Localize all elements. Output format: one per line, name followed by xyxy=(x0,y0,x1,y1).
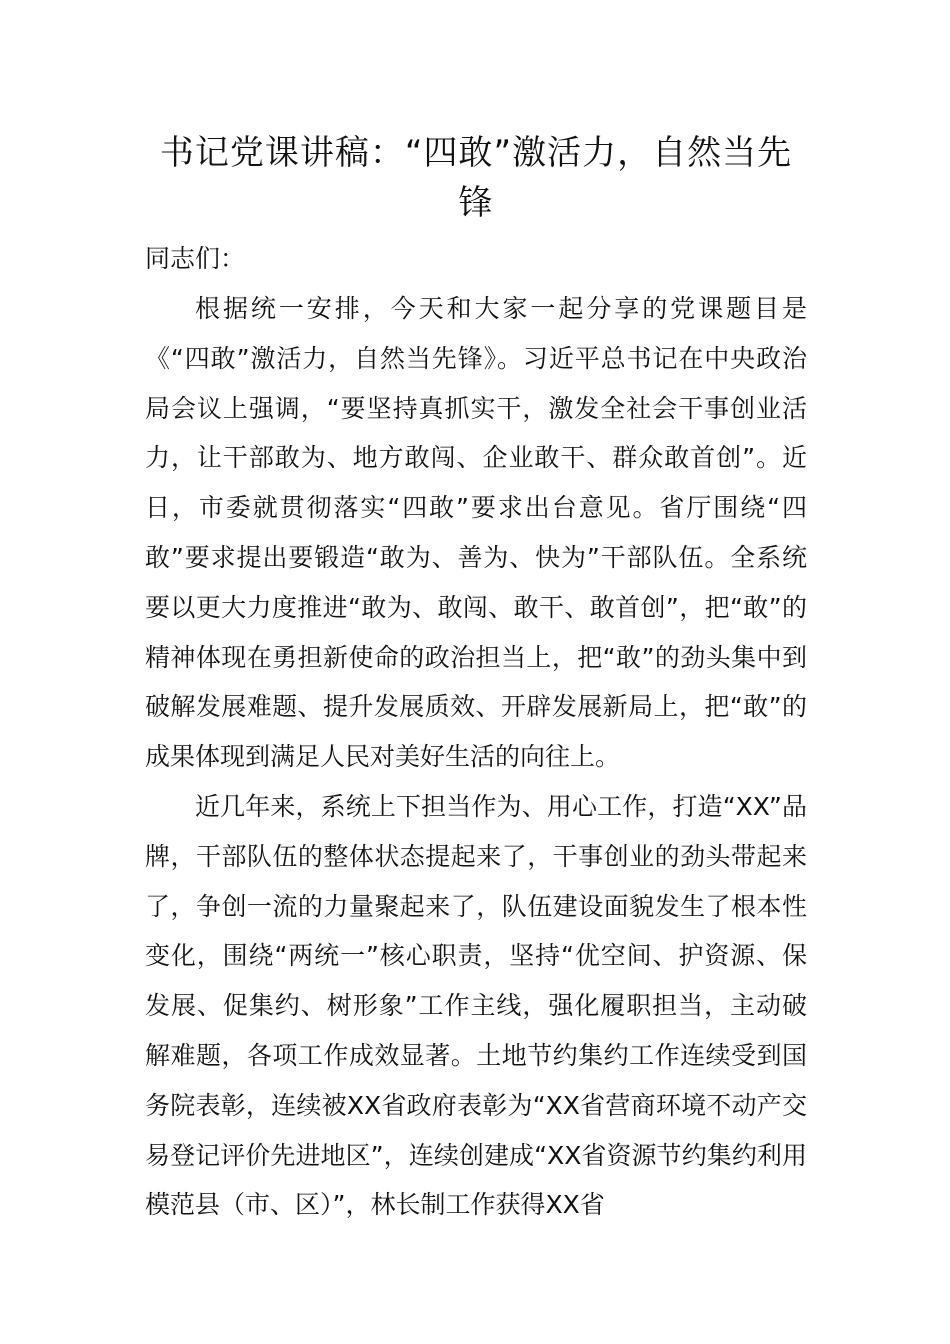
document-page xyxy=(145,128,807,1230)
salutation: 同志们： xyxy=(145,244,246,273)
body-paragraph-2: 近几年来，系统上下担当作为、用心工作，打造“XX”品牌，干部队伍的整体状态提起来了，干事创业的劲头带起来了，争创一流的力量聚起来了，队伍建设面貌发生了根本性变化，围绕“两统一”核心职责，坚持“优空间、护资源、保发展、促集约、树形象”工作主线，强化履职担当，主动破解难题，各项工作成效显著。土地节约集约工作连续受到国务院表彰，连续被XX省政府表彰为“XX省营商环境不动产交易登记评价先进地区”，连续创建成“XX省资源节约集约利用模范县（市、区）”，林长制工作获得XX省 xyxy=(145,791,807,1220)
document-title: 书记党课讲稿：“四敢”激活力，自然当先锋 xyxy=(159,133,793,223)
body-paragraph-1: 根据统一安排，今天和大家一起分享的党课题目是《“四敢”激活力，自然当先锋》。习近平总书记在中央政治局会议上强调，“要坚持真抓实干，激发全社会干事创业活力，让干部敢为、地方敢闯、企业敢干、群众敢首创”。近日，市委就贯彻落实“四敢”要求出台意见。省厅围绕“四敢”要求提出要锻造“敢为、善为、快为”干部队伍。全系统要以更大力度推进“敢为、敢闯、敢干、敢首创”，把“敢”的精神体现在勇担新使命的政治担当上，把“敢”的劲头集中到破解发展难题、提升发展质效、开辟发展新局上，把“敢”的成果体现到满足人民对美好生活的向往上。 xyxy=(145,294,807,772)
